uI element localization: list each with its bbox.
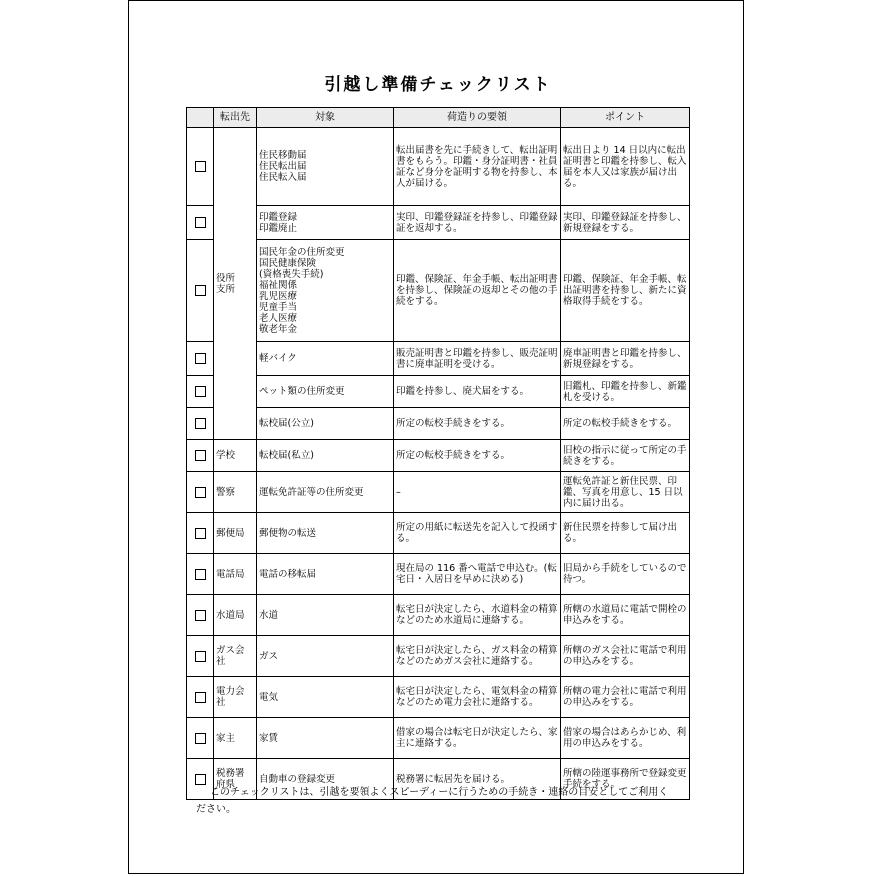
target-cell: ガス (257, 636, 394, 677)
point-cell: 所轄の陸運事務所で登録変更手続をする。 (561, 759, 690, 800)
point-cell: 転出日より 14 日以内に転出証明書と印鑑を持参し、転入届を本人又は家族が届け出る。 (561, 128, 690, 206)
point-cell: 印鑑、保険証、年金手帳、転出証明書を持参し、新たに資格取得手続をする。 (561, 240, 690, 342)
point-cell: 旧鑑札、印鑑を持参し、新鑑札を受ける。 (561, 376, 690, 408)
target-cell: 軽バイク (257, 342, 394, 376)
table-row (187, 513, 690, 554)
point-cell: 所定の転校手続きをする。 (561, 408, 690, 440)
target-cell: ペット類の住所変更 (257, 376, 394, 408)
method-cell: 転宅日が決定したら、電気料金の精算などのため電力会社に連絡する。 (394, 677, 561, 718)
method-cell: 販売証明書と印鑑を持参し、販売証明書に廃車証明を受ける。 (394, 342, 561, 376)
dept-cell: 電話局 (214, 554, 257, 595)
method-cell: 印鑑を持参し、廃犬届をする。 (394, 376, 561, 408)
table-row (187, 128, 690, 206)
checkbox[interactable] (195, 161, 206, 172)
checklist-table (186, 107, 690, 800)
checkbox[interactable] (195, 418, 206, 429)
table-row (187, 240, 690, 342)
header-row (187, 108, 690, 128)
table-row (187, 440, 690, 472)
footer-note: このチェックリストは、引越を要領よくスピーディーに行うための手続き・連絡の目安としてご利用ください。 (196, 787, 669, 815)
target-cell: 転校届(公立) (257, 408, 394, 440)
table-row (187, 408, 690, 440)
table-row (187, 636, 690, 677)
point-cell: 所轄の電力会社に電話で利用の申込みをする。 (561, 677, 690, 718)
table-row (187, 376, 690, 408)
method-cell: 所定の用紙に転送先を記入して投函する。 (394, 513, 561, 554)
method-cell: 転出届書を先に手続きして、転出証明書をもらう。印鑑・身分証明書・社員証など身分を証明する物を持参し、本人が届ける。 (394, 128, 561, 206)
target-cell: 転校届(私立) (257, 440, 394, 472)
table-row (187, 206, 690, 240)
method-cell: 実印、印鑑登録証を持参し、印鑑登録証を返却する。 (394, 206, 561, 240)
header-point: ポイント (561, 108, 690, 128)
dept-cell: 郵便局 (214, 513, 257, 554)
checkbox[interactable] (195, 487, 206, 498)
table-row (187, 342, 690, 376)
checkbox[interactable] (195, 217, 206, 228)
point-cell: 所轄のガス会社に電話で利用の申込みをする。 (561, 636, 690, 677)
dept-cell: 学校 (214, 440, 257, 472)
point-cell: 廃車証明書と印鑑を持参し、新規登録をする。 (561, 342, 690, 376)
method-cell: 転宅日が決定したら、水道料金の精算などのため水道局に連絡する。 (394, 595, 561, 636)
method-cell: 転宅日が決定したら、ガス料金の精算などのためガス会社に連絡する。 (394, 636, 561, 677)
checkbox[interactable] (195, 450, 206, 461)
target-cell: 水道 (257, 595, 394, 636)
checkbox[interactable] (195, 692, 206, 703)
dept-cell: 水道局 (214, 595, 257, 636)
method-cell: – (394, 472, 561, 513)
header-target: 対象 (257, 108, 394, 128)
dept-cell: 税務署 府県 (214, 759, 257, 800)
table-row (187, 677, 690, 718)
table-row (187, 554, 690, 595)
dept-cell: 警察 (214, 472, 257, 513)
checkbox[interactable] (195, 774, 206, 785)
dept-cell: 家主 (214, 718, 257, 759)
point-cell: 旧局から手続をしているので待つ。 (561, 554, 690, 595)
target-cell: 電話の移転届 (257, 554, 394, 595)
target-cell: 運転免許証等の住所変更 (257, 472, 394, 513)
method-cell: 税務署に転居先を届ける。 (394, 759, 561, 800)
method-cell: 借家の場合は転宅日が決定したら、家主に連絡する。 (394, 718, 561, 759)
point-cell: 運転免許証と新住民票、印鑑、写真を用意し、15 日以内に届け出る。 (561, 472, 690, 513)
dept-cell: ガス会 社 (214, 636, 257, 677)
target-cell: 印鑑登録 印鑑廃止 (257, 206, 394, 240)
point-cell: 実印、印鑑登録証を持参し、新規登録をする。 (561, 206, 690, 240)
checkbox[interactable] (195, 733, 206, 744)
point-cell: 新住民票を持参して届け出る。 (561, 513, 690, 554)
target-cell: 住民移動届 住民転出届 住民転入届 (257, 128, 394, 206)
header-dept: 転出先 (214, 108, 257, 128)
method-cell: 所定の転校手続きをする。 (394, 440, 561, 472)
table-row (187, 595, 690, 636)
target-cell: 自動車の登録変更 (257, 759, 394, 800)
table-row (187, 718, 690, 759)
checkbox[interactable] (195, 569, 206, 580)
point-cell: 所轄の水道局に電話で開栓の申込みをする。 (561, 595, 690, 636)
checkbox[interactable] (195, 528, 206, 539)
target-cell: 電気 (257, 677, 394, 718)
checkbox[interactable] (195, 285, 206, 296)
method-cell: 現在局の 116 番へ電話で申込む。(転宅日・入居日を早めに決める) (394, 554, 561, 595)
checkbox[interactable] (195, 386, 206, 397)
method-cell: 印鑑、保険証、年金手帳、転出証明書を持参し、保険証の返却とその他の手続をする。 (394, 240, 561, 342)
page-title: 引越し準備チェックリスト (324, 75, 552, 95)
table-row (187, 472, 690, 513)
dept-cell: 電力会 社 (214, 677, 257, 718)
dept-cell: 役所 支所 (214, 128, 257, 440)
checkbox[interactable] (195, 353, 206, 364)
header-method: 荷造りの要領 (394, 108, 561, 128)
point-cell: 借家の場合はあらかじめ、利用の申込みをする。 (561, 718, 690, 759)
checkbox[interactable] (195, 610, 206, 621)
point-cell: 旧校の指示に従って所定の手続きをする。 (561, 440, 690, 472)
checkbox[interactable] (195, 651, 206, 662)
method-cell: 所定の転校手続きをする。 (394, 408, 561, 440)
target-cell: 郵便物の転送 (257, 513, 394, 554)
target-cell: 家賃 (257, 718, 394, 759)
header-check (187, 108, 214, 128)
target-cell: 国民年金の住所変更 国民健康保険 (資格喪失手続) 福祉関係 乳児医療 児童手当 老人医療 敬老年金 (257, 240, 394, 342)
